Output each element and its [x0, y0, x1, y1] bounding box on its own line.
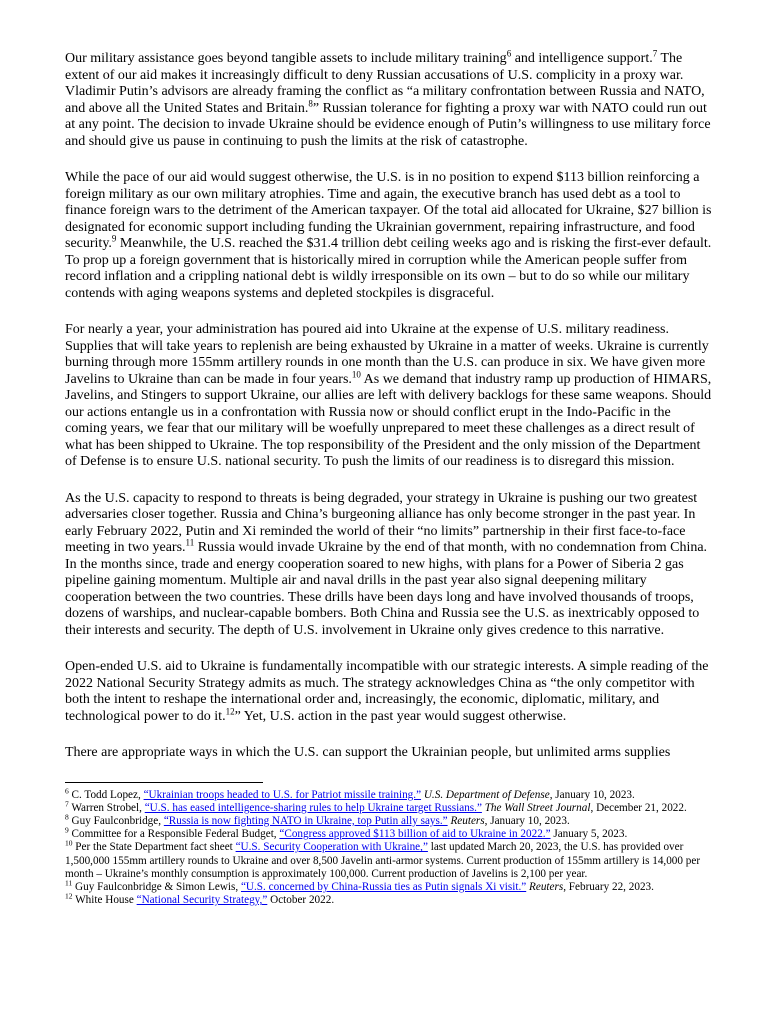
publication-name: U.S. Department of Defense: [423, 788, 550, 801]
footnote-link[interactable]: “U.S. Security Cooperation with Ukraine,”: [235, 841, 428, 854]
footnote-link[interactable]: “Ukrainian troops headed to U.S. for Patriot missile training.”: [143, 788, 422, 801]
paragraph-3: [65, 322, 713, 471]
text-run: White House: [75, 894, 137, 907]
footnote-link[interactable]: “U.S. has eased intelligence-sharing rules to help Ukraine target Russians.”: [144, 801, 482, 814]
text-run: As the U.S. capacity to respond to threats is being degraded, your strategy in Ukraine is pushing our two greatest adversaries closer together. Russia and China’s burgeoning alliance has only become stronger in the past year. In early February 2022, Putin and Xi reminded the world of their “no limits” partnership in their first face-to-face meeting in two years.: [65, 490, 698, 555]
footnote-link[interactable]: “U.S. concerned by China-Russia ties as Putin signals Xi visit.”: [240, 880, 527, 893]
footnote-ref: 8: [308, 97, 313, 108]
footnote-11: [65, 878, 713, 894]
footnote-8: [65, 812, 713, 828]
text-run: Our military assistance goes beyond tangible assets to include military training: [65, 51, 507, 66]
footnote-marker: 8: [65, 812, 69, 822]
footnote-ref: 10: [351, 368, 361, 379]
text-run: Warren Strobel,: [71, 801, 145, 814]
text-run: ” Russian tolerance for fighting a proxy war with NATO could run out at any point. The decision to invade Ukraine should be evidence enough of Putin’s willingness to use military force and should give us pause in continuing to push the limits at the risk of catastrophe.: [65, 100, 711, 149]
footnote-6: [65, 785, 713, 802]
text-run: ” Yet, U.S. action in the past year would suggest otherwise.: [234, 708, 567, 724]
paragraph-4: [65, 491, 713, 640]
text-run: Per the State Department fact sheet: [75, 841, 236, 854]
footnotes-section: [65, 785, 713, 908]
footnote-marker: 11: [65, 878, 73, 888]
text-run: Committee for a Responsible Federal Budget,: [71, 828, 280, 841]
footnote-marker: 9: [65, 825, 69, 835]
footnote-marker: 6: [65, 785, 69, 795]
paragraph-5: [65, 659, 713, 725]
footnote-ref: 6: [506, 48, 512, 59]
publication-name: Reuters: [529, 880, 564, 893]
text-run: As we demand that industry ramp up production of HIMARS, Javelins, and Stingers to support Ukraine, our allies are left with delivery backlogs for these same weapons. Should our actions entangle us in a confrontation with Russia now or should conflict erupt in the Indo-Pacific in the coming years, we fear that our military will be woefully unprepared to meet these challenges as a direct result of what has been shipped to Ukraine. The top responsibility of the President and the only mission of the Department of Defense is to ensure U.S. national security. To push the limits of our readiness is to disregard this mission.: [65, 371, 712, 469]
footnote-link[interactable]: “National Security Strategy,”: [136, 894, 268, 907]
text-run: Guy Faulconbridge,: [71, 814, 164, 827]
text-run: Open-ended U.S. aid to Ukraine is fundamentally incompatible with our strategic interests. A simple reading of the 2022 National Security Strategy admits as much. The strategy acknowledges China as “the only competitor with both the intent to reshape the international order and, increasingly, the economic, diplomatic, military, and technological power to do it.: [65, 659, 709, 724]
footnote-ref: 12: [225, 705, 235, 716]
publication-name: The Wall Street Journal: [484, 801, 591, 814]
text-run: October 2022.: [267, 894, 335, 907]
text-run: , February 22, 2023.: [563, 880, 654, 893]
text-run: , December 21, 2022.: [590, 801, 687, 814]
footnote-marker: 7: [65, 798, 69, 808]
footnote-link[interactable]: “Congress approved $113 billion of aid to Ukraine in 2022.”: [279, 828, 551, 841]
text-run: While the pace of our aid would suggest otherwise, the U.S. is in no position to expend $113 billion reinforcing a foreign military as our own military atrophies. Time and again, the executive branch has used debt as a tool to finance foreign wars to the detriment of the American taxpayer. Of the total aid allocated for Ukraine, $27 billion is designated for economic support including funding the Ukrainian government, repairing infrastructure, and food security.: [65, 170, 712, 251]
footnote-marker: 10: [65, 838, 73, 848]
publication-name: Reuters: [450, 814, 485, 827]
footnote-7: [65, 798, 713, 815]
footnote-link[interactable]: “Russia is now fighting NATO in Ukraine, top Putin ally says.”: [163, 814, 448, 827]
text-run: For nearly a year, your administration has poured aid into Ukraine at the expense of U.S. military readiness. Supplies that will take years to replenish are being exhausted by Ukraine in a matter of weeks. Ukraine is currently burning through more 155mm artillery rounds in one month than the U.S. can produce in six. We have given more Javelins to Ukraine than can be made in four years.: [65, 322, 709, 387]
footnote-ref: 9: [111, 233, 117, 244]
text-run: C. Todd Lopez,: [71, 788, 144, 801]
footnote-marker: 12: [65, 891, 73, 901]
footnote-ref: 7: [652, 48, 658, 59]
text-run: January 5, 2023.: [550, 828, 628, 841]
text-run: , January 10, 2023.: [484, 814, 570, 827]
text-run: Russia would invade Ukraine by the end of that month, with no condemnation from China. In the months since, trade and energy cooperation soared to new highs, with plans for a Power of Siberia 2 gas pipeline gaining momentum. Multiple air and naval drills in the past year also signal deepening military cooperation between the two countries. These drills have been days long and have involved thousands of troops, dozens of warships, and nuclear-capable bombers. Both China and Russia see the U.S. as inextricably opposed to their interests and security. The depth of U.S. involvement in Ukraine only gives credence to this narrative.: [65, 540, 708, 638]
text-run: Meanwhile, the U.S. reached the $31.4 trillion debt ceiling weeks ago and is risking the first-ever default. To prop up a foreign government that is historically mired in corruption while the American people suffer from record inflation and a crippling national debt is wildly irresponsible on its own – but to do so while our military contends with aging weapons systems and depleted stockpiles is disgraceful.: [65, 236, 712, 301]
text-run: Guy Faulconbridge & Simon Lewis,: [75, 880, 241, 893]
footnote-12: [65, 891, 713, 907]
footnote-10: [65, 838, 713, 881]
text-run: and intelligence support.: [511, 51, 653, 66]
text-run: , January 10, 2023.: [549, 788, 635, 801]
paragraph-6: [65, 745, 713, 762]
footnote-separator: [65, 782, 263, 783]
footnote-9: [65, 825, 713, 841]
text-run: There are appropriate ways in which the U.S. can support the Ukrainian people, but unlimited arms supplies: [65, 745, 671, 760]
paragraph-1: [65, 48, 713, 150]
document-body: [65, 48, 713, 762]
text-run: last updated March 20, 2023, the U.S. has provided over 1,500,000 155mm artillery rounds to Ukraine and over 8,500 Javelin anti-armor systems. Current production of 155mm artillery is 14,000 per month – Ukraine’s monthly consumption is approximately 100,000. Current production of Javelins is 2,100 per year.: [65, 841, 701, 880]
text-run: The extent of our aid makes it increasingly difficult to deny Russian accusations of U.S. complicity in a proxy war. Vladimir Putin’s advisors are already framing the conflict as “a military confrontation between Russia and NATO, and above all the United States and Britain.: [65, 51, 705, 116]
paragraph-2: [65, 170, 713, 302]
footnote-ref: 11: [185, 537, 195, 548]
